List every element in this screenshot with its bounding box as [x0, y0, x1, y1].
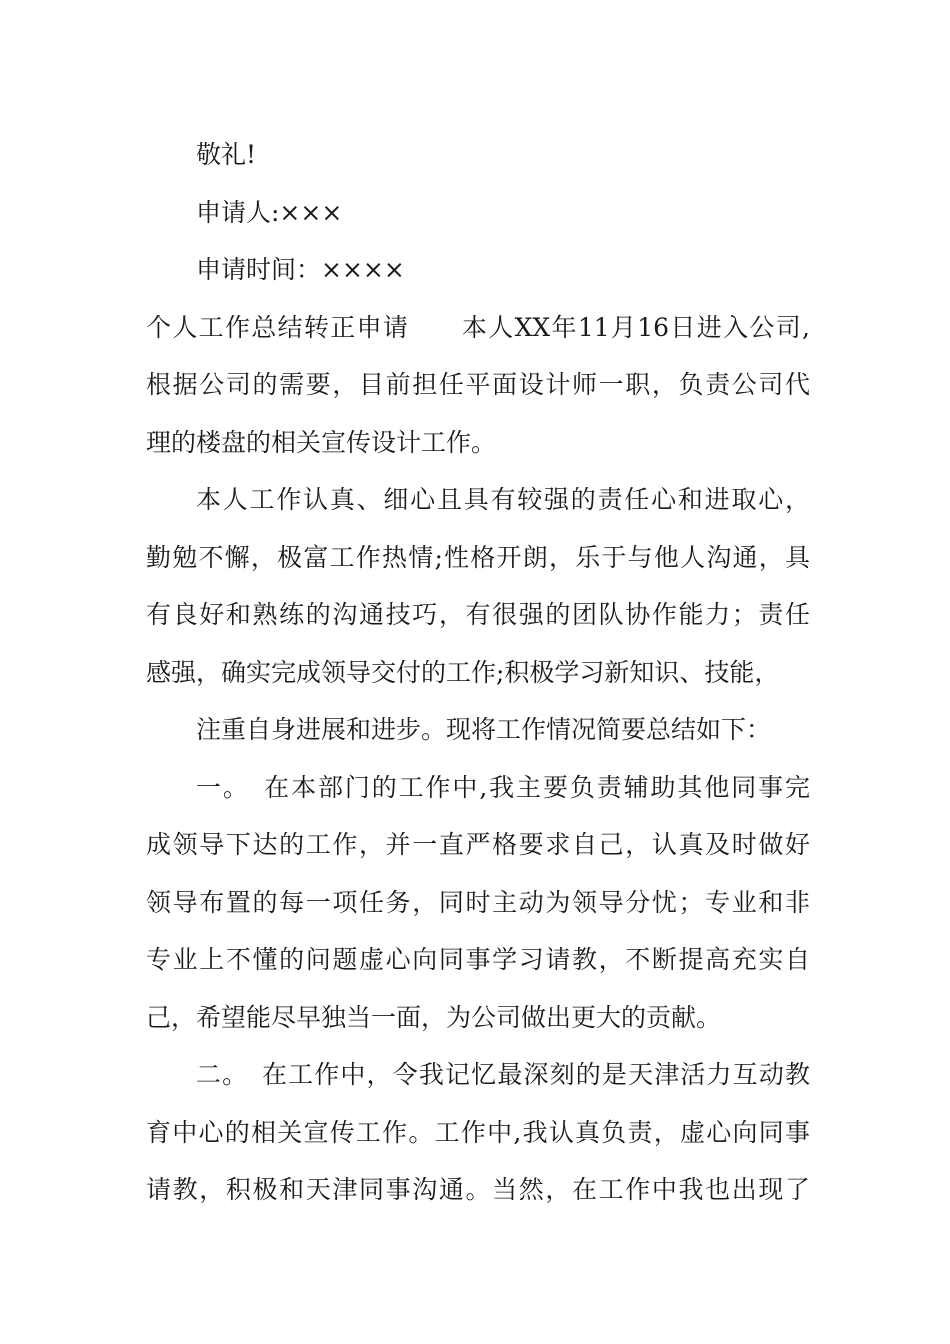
paragraph-line: 有良好和熟练的沟通技巧，有很强的团队协作能力；责任 — [146, 600, 810, 629]
paragraph-line: 个人工作总结转正申请 本人XX年11月16日进入公司, — [146, 312, 810, 342]
paragraph-line: 育中心的相关宣传工作。工作中,我认真负责，虚心向同事 — [146, 1117, 810, 1147]
paragraph-line: 理的楼盘的相关宣传设计工作。 — [146, 427, 497, 457]
paragraph-line: 二。 在工作中，令我记忆最深刻的是天津活力互动教 — [196, 1060, 810, 1089]
paragraph-line: 己，希望能尽早独当一面，为公司做出更大的贡献。 — [146, 1002, 722, 1032]
document-body — [146, 126, 810, 1219]
paragraph-line: 本人工作认真、细心且具有较强的责任心和进取心， — [196, 485, 810, 514]
paragraph-line: 一。 在本部门的工作中,我主要负责辅助其他同事完 — [196, 772, 810, 802]
application-date: 申请时间：×××× — [196, 255, 405, 284]
paragraph-line: 注重自身进展和进步。现将工作情况简要总结如下： — [196, 715, 772, 744]
paragraph-line: 感强，确实完成领导交付的工作;积极学习新知识、技能， — [146, 657, 780, 687]
paragraph-line: 根据公司的需要，目前担任平面设计师一职，负责公司代 — [146, 370, 810, 399]
paragraph-line: 领导布置的每一项任务，同时主动为领导分忧；专业和非 — [146, 887, 810, 917]
applicant-signature: 申请人:××× — [196, 197, 343, 227]
paragraph-line: 请教，积极和天津同事沟通。当然，在工作中我也出现了 — [146, 1175, 810, 1204]
paragraph-line: 勤勉不懈，极富工作热情;性格开朗，乐于与他人沟通，具 — [146, 542, 810, 572]
paragraph-line: 成领导下达的工作，并一直严格要求自己，认真及时做好 — [146, 830, 810, 859]
closing-salutation: 敬礼! — [196, 140, 257, 169]
paragraph-line: 专业上不懂的问题虚心向同事学习请教，不断提高充实自 — [146, 945, 810, 974]
